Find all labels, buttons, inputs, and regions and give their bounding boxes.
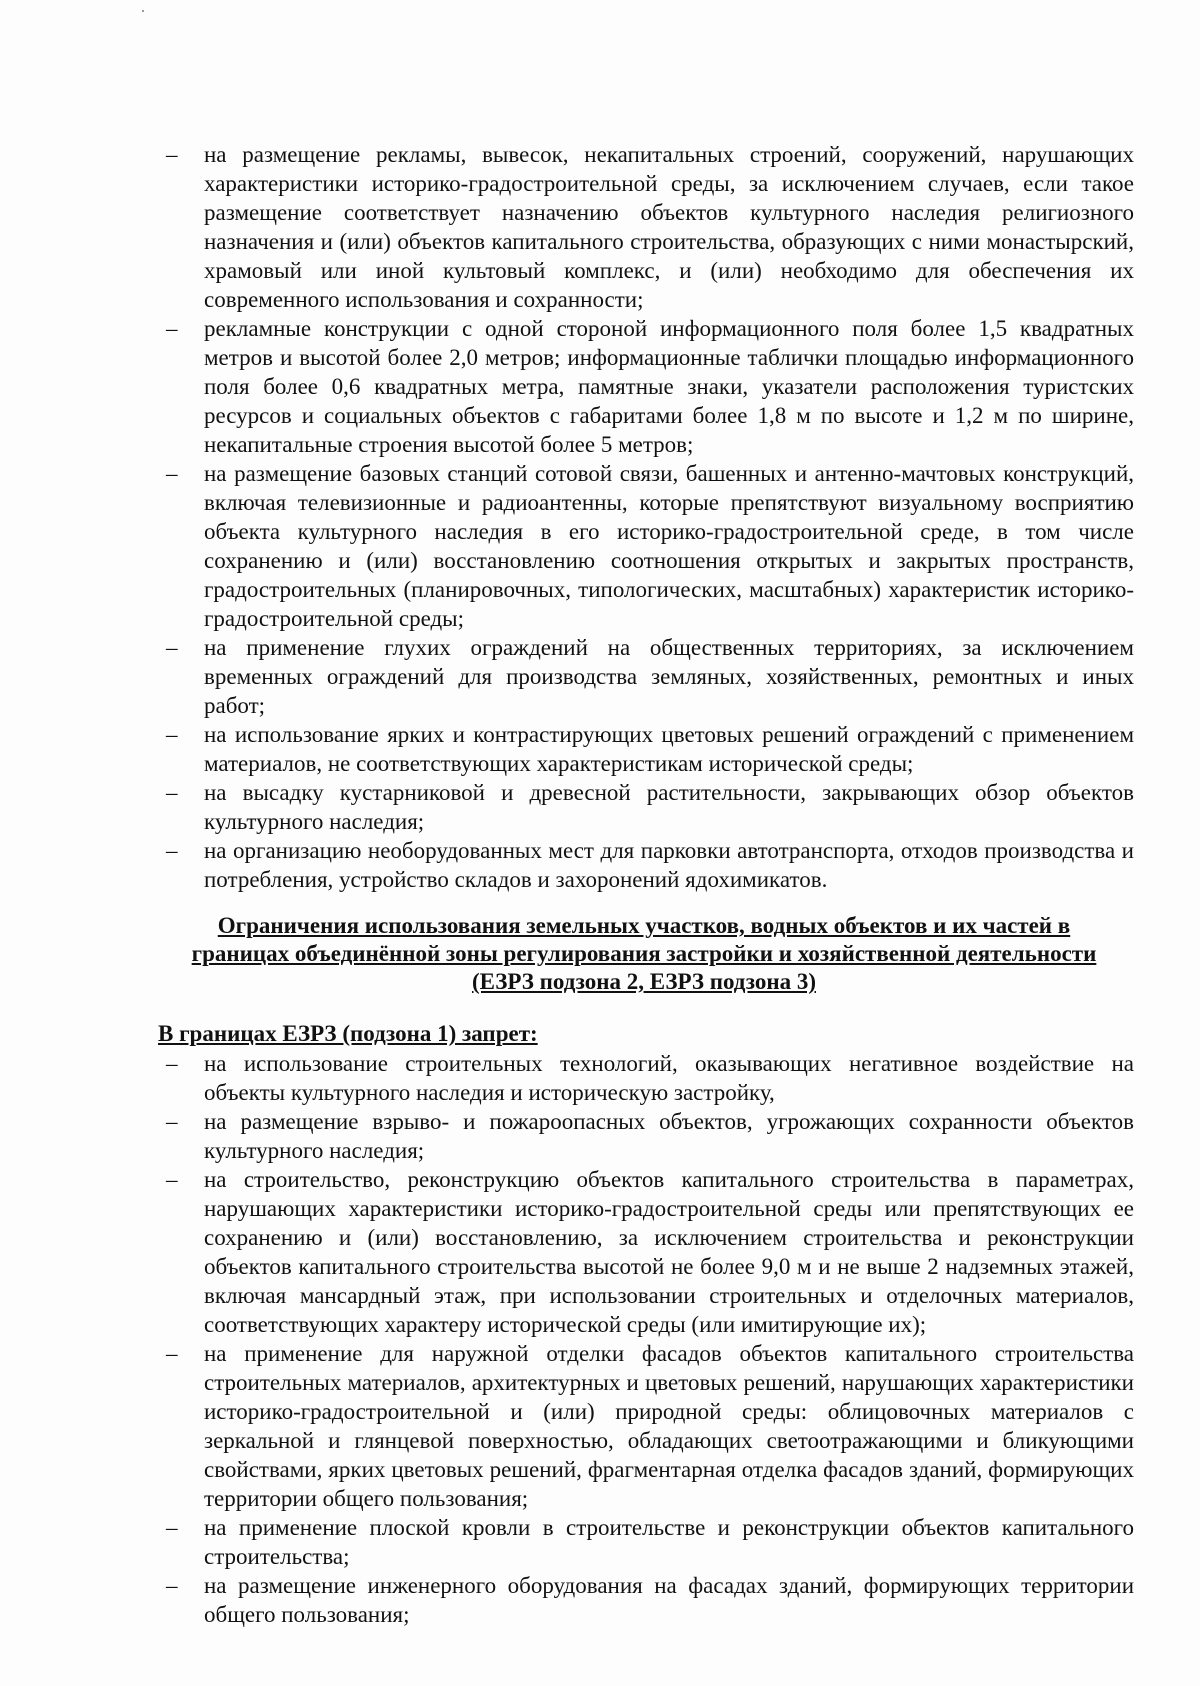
scan-speck [142,10,144,12]
restrictions-list-top [154,140,1134,894]
dash-bullet: – [166,838,178,863]
dash-bullet: – [166,635,178,660]
list-item-text: на размещение базовых станций сотовой связи, башенных и антенно-мачтовых конструкций, включая телевизионные и радиоантенны, которые препятствуют визуальному восприятию объекта культурного наследия в его историко-градостроительной среде, в том числе сохранению и (или) восстановлению соотношения открытых и закрытых пространств, градостроительных (планировочных, типологических, масштабных) характеристик историко-градостроительной среды; [204,461,1134,631]
list-item [154,314,1134,459]
list-item [154,1165,1134,1339]
dash-bullet: – [166,316,178,341]
list-item [154,720,1134,778]
list-item [154,633,1134,720]
section-heading-line-2: границах объединённой зоны регулирования застройки и хозяйственной деятельности [191,941,1097,966]
dash-bullet: – [166,1573,178,1598]
list-item-text: на организацию необорудованных мест для парковки автотранспорта, отходов производства и потребления, устройство складов и захоронений ядохимикатов. [204,838,1134,892]
list-item-text: на применение глухих ограждений на общественных территориях, за исключением временных ограждений для производства земляных, хозяйственных, ремонтных и иных работ; [204,635,1134,718]
list-item-text: на применение плоской кровли в строительстве и реконструкции объектов капитального строительства; [204,1515,1134,1569]
dash-bullet: – [166,1051,178,1076]
restrictions-list-bottom [154,1049,1134,1629]
dash-bullet: – [166,1341,178,1366]
list-item-text: на размещение инженерного оборудования на фасадах зданий, формирующих территории общего пользования; [204,1573,1134,1627]
list-item-text: на использование ярких и контрастирующих цветовых решений ограждений с применением материалов, не соответствующих характеристикам исторической среды; [204,722,1134,776]
dash-bullet: – [166,722,178,747]
dash-bullet: – [166,780,178,805]
list-item [154,1049,1134,1107]
dash-bullet: – [166,1515,178,1540]
dash-bullet: – [166,142,178,167]
list-item [154,1571,1134,1629]
section-heading-line-3: (ЕЗРЗ подзона 2, ЕЗРЗ подзона 3) [471,969,816,994]
list-item [154,140,1134,314]
list-item-text: на размещение взрыво- и пожароопасных объектов, угрожающих сохранности объектов культурного наследия; [204,1109,1134,1163]
list-item [154,1107,1134,1165]
list-item-text: на использование строительных технологий, оказывающих негативное воздействие на объекты культурного наследия и историческую застройку, [204,1051,1134,1105]
list-item [154,1513,1134,1571]
dash-bullet: – [166,1167,178,1192]
dash-bullet: – [166,461,178,486]
list-item [154,778,1134,836]
subzone-1-heading: В границах ЕЗРЗ (подзона 1) запрет: [158,1021,538,1046]
list-item-text: на высадку кустарниковой и древесной растительности, закрывающих обзор объектов культурного наследия; [204,780,1134,834]
list-item [154,459,1134,633]
dash-bullet: – [166,1109,178,1134]
list-item [154,836,1134,894]
list-item-text: на строительство, реконструкцию объектов капитального строительства в параметрах, нарушающих характеристики историко-градостроительной среды или препятствующих ее сохранению и (или) восстановлению, за исключением строительства и реконструкции объектов капитального строительства высотой не более 9,0 м и не выше 2 надземных этажей, включая мансардный этаж, при использовании строительных и отделочных материалов, соответствующих характеру исторической среды (или имитирующие их); [204,1167,1134,1337]
list-item [154,1339,1134,1513]
section-heading [154,912,1134,996]
list-item-text: на размещение рекламы, вывесок, некапитальных строений, сооружений, нарушающих характеристики историко-градостроительной среды, за исключением случаев, если такое размещение соответствует назначению объектов культурного наследия религиозного назначения и (или) объектов капитального строительства, образующих с ними монастырский, храмовый или иной культовый комплекс, и (или) необходимо для обеспечения их современного использования и сохранности; [204,142,1134,312]
section-heading-line-1: Ограничения использования земельных участков, водных объектов и их частей в [217,913,1071,938]
list-item-text: на применение для наружной отделки фасадов объектов капитального строительства строительных материалов, архитектурных и цветовых решений, нарушающих характеристики историко-градостроительной и (или) природной среды: облицовочных материалов с зеркальной и глянцевой поверхностью, обладающих светоотражающими и бликующими свойствами, ярких цветовых решений, фрагментарная отделка фасадов зданий, формирующих территории общего пользования; [204,1341,1134,1511]
list-item-text: рекламные конструкции с одной стороной информационного поля более 1,5 квадратных метров и высотой более 2,0 метров; информационные таблички площадью информационного поля более 0,6 квадратных метра, памятные знаки, указатели расположения туристских ресурсов и социальных объектов с габаритами более 1,8 м по высоте и 1,2 м по ширине, некапитальные строения высотой более 5 метров; [204,316,1134,457]
